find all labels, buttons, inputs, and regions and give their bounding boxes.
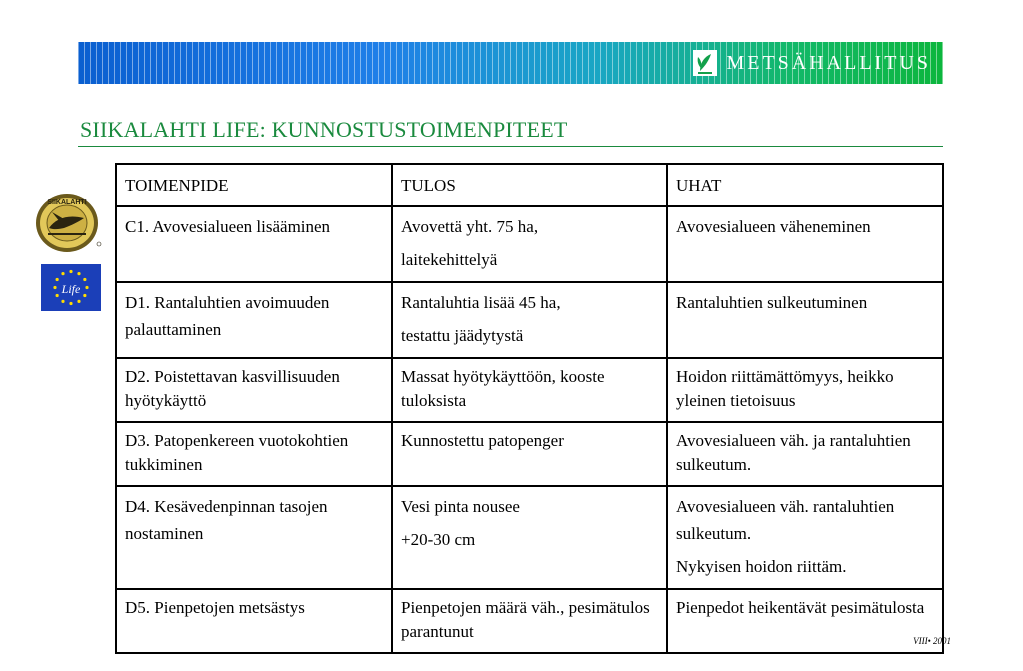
table-row: [116, 486, 943, 589]
cell-result: [392, 358, 667, 422]
footer-date: VIII• 2001: [913, 636, 951, 646]
table-body: [116, 206, 943, 653]
eu-star: [77, 272, 80, 275]
cell-line: Pienpetojen määrä väh., pesimätulos parantunut: [401, 598, 650, 641]
cell-line: Massat hyötykäyttöön, kooste tuloksista: [401, 367, 605, 410]
cell-action: [116, 358, 392, 422]
cell-line: D4. Kesävedenpinnan tasojen nostaminen: [125, 497, 328, 543]
cell-line: Hoidon riittämättömyys, heikko yleinen tietoisuus: [676, 367, 894, 410]
table-row: [116, 206, 943, 282]
eu-star: [83, 278, 86, 281]
cell-line: +20-30 cm: [401, 530, 476, 549]
cell-threats: [667, 206, 943, 282]
eu-star: [61, 300, 64, 303]
title-underline: [78, 146, 943, 147]
cell-line: Pienpedot heikentävät pesimätulosta: [676, 598, 925, 617]
eu-star: [61, 272, 64, 275]
cell-action: [116, 486, 392, 589]
table-row: [116, 422, 943, 486]
cell-action: [116, 206, 392, 282]
eu-life-logo: [41, 264, 101, 311]
eu-star: [69, 302, 72, 305]
header-banner: [78, 42, 943, 84]
metsahallitus-brand: [692, 48, 931, 78]
cell-line: Avovettä yht. 75 ha,: [401, 217, 539, 236]
eu-star: [83, 294, 86, 297]
cell-threats: [667, 282, 943, 358]
table-row: [116, 358, 943, 422]
life-wordmark: Life: [61, 282, 81, 296]
cell-line: Avovesialueen väheneminen: [676, 217, 871, 236]
cell-result: [392, 206, 667, 282]
seal-text: SIIKALAHTI: [47, 199, 87, 206]
cell-line: Vesi pinta nousee: [401, 497, 520, 516]
cell-line: Rantaluhtien sulkeutuminen: [676, 293, 868, 312]
eu-star: [53, 286, 56, 289]
cell-threats: [667, 422, 943, 486]
cell-threats: [667, 486, 943, 589]
cell-line: Avovesialueen väh. ja rantaluhtien sulkeutum.: [676, 431, 911, 474]
cell-line: D2. Poistettavan kasvillisuuden hyötykäyttö: [125, 367, 340, 410]
cell-action: [116, 282, 392, 358]
measures-table: [115, 163, 944, 654]
cell-action: [116, 422, 392, 486]
cell-threats: [667, 589, 943, 653]
cell-line: Kunnostettu patopenger: [401, 431, 564, 450]
table-row: [116, 282, 943, 358]
cell-line: D5. Pienpetojen metsästys: [125, 598, 305, 617]
eu-star: [69, 270, 72, 273]
cell-line: testattu jäädytystä: [401, 326, 524, 345]
cell-line: Avovesialueen väh. rantaluhtien sulkeutum.: [676, 497, 895, 543]
cell-line: laitekehittelyä: [401, 250, 498, 269]
eu-star: [85, 286, 88, 289]
eu-star: [56, 294, 59, 297]
header-tulos: TULOS: [392, 164, 667, 206]
cell-line: D1. Rantaluhtien avoimuuden palauttaminen: [125, 293, 330, 339]
page-title: SIIKALAHTI LIFE: KUNNOSTUSTOIMENPITEET: [80, 117, 568, 142]
cell-result: [392, 589, 667, 653]
brand-name: METSÄHALLITUS: [726, 51, 931, 74]
cell-result: [392, 486, 667, 589]
eu-star: [77, 300, 80, 303]
cell-line: Nykyisen hoidon riittäm.: [676, 557, 847, 576]
cell-line: Rantaluhtia lisää 45 ha,: [401, 293, 561, 312]
table-row: [116, 589, 943, 653]
leaf-emblem-icon: [692, 49, 718, 77]
cell-action: [116, 589, 392, 653]
siikalahti-seal: [34, 192, 104, 254]
cell-threats: [667, 358, 943, 422]
header-uhat: UHAT: [667, 164, 943, 206]
cell-result: [392, 422, 667, 486]
eu-star: [56, 278, 59, 281]
table-header-row: [116, 164, 943, 206]
cell-result: [392, 282, 667, 358]
cell-line: D3. Patopenkereen vuotokohtien tukkiminen: [125, 431, 349, 474]
cell-line: C1. Avovesialueen lisääminen: [125, 217, 331, 236]
header-toimenpide: TOIMENPIDE: [116, 164, 392, 206]
